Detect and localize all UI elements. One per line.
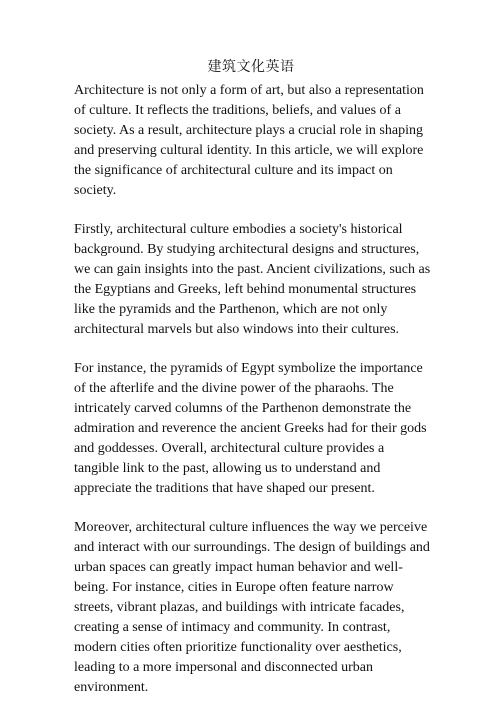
paragraph-4: Moreover, architectural culture influences the way we perceive and interact with our surroundings. The design of buildings and urban spaces can greatly impact human behavior and well-being. For instance, cities in Europe often feature narrow streets, vibrant plazas, and buildings with intricate facades, creating a sense of intimacy and community. In contrast, modern cities often prioritize functionality over aesthetics, leading to a more impersonal and disconnected urban environment. (74, 520, 430, 695)
paragraph-2: Firstly, architectural culture embodies a society's historical background. By studying architectural designs and structures, we can gain insights into the past. Ancient civilizations, such as the Egyptians and Greeks, left behind monumental structures like the pyramids and the Parthenon, which are not only architectural marvels but also windows into their cultures. (74, 222, 431, 337)
paragraph-1: Architecture is not only a form of art, but also a representation of culture. It reflects the traditions, beliefs, and values of a society. As a result, architecture plays a crucial role in shaping and preserving cultural identity. In this article, we will explore the significance of architectural culture and its impact on society. (74, 83, 424, 198)
document-title: 建筑文化英语 (207, 60, 295, 75)
paragraph-3: For instance, the pyramids of Egypt symbolize the importance of the afterlife and the divine power of the pharaohs. The intricately carved columns of the Parthenon demonstrate the admiration and reverence the ancient Greeks had for their gods and goddesses. Overall, architectural culture provides a tangible link to the past, allowing us to understand and appreciate the traditions that have shaped our present. (74, 361, 427, 496)
document-body (74, 81, 432, 717)
